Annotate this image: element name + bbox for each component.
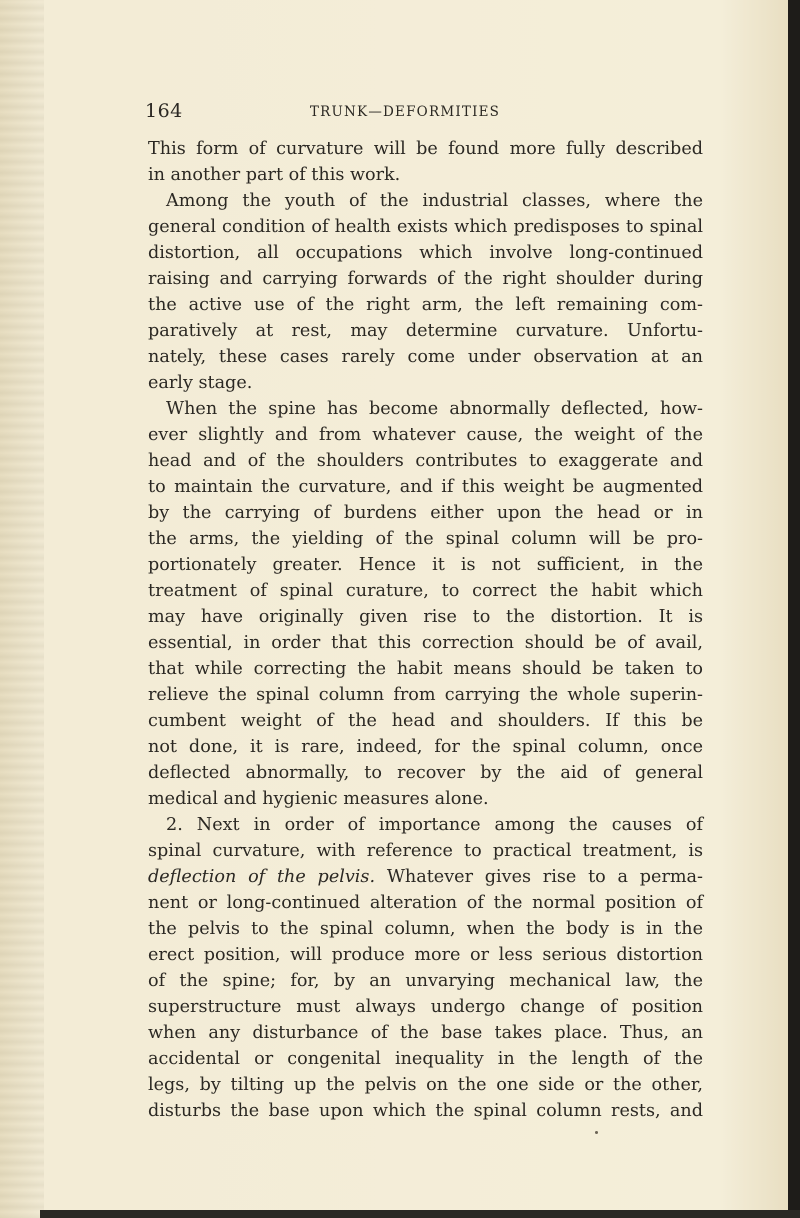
- text-line: [148, 734, 703, 760]
- page-number: 164: [145, 100, 183, 122]
- text-line: [148, 864, 703, 890]
- paragraphs-bottom: [148, 890, 703, 1124]
- text-line: [148, 630, 703, 656]
- line-text: distortion, all occupations which involve long-continued: [148, 243, 703, 263]
- text-line: [148, 916, 703, 942]
- text-line: [148, 682, 703, 708]
- line-text: general condition of health exists which predisposes to spinal: [148, 217, 703, 237]
- italic-term: deflection of the pelvis.: [148, 867, 376, 887]
- line-text: Whatever gives rise to a perma-: [375, 867, 703, 887]
- text-line: [148, 136, 703, 162]
- text-line: [148, 552, 703, 578]
- text-line: [148, 1020, 703, 1046]
- body-text: [148, 136, 703, 1124]
- text-line: [148, 578, 703, 604]
- text-line: [148, 396, 703, 422]
- text-line: [148, 214, 703, 240]
- line-text: disturbs the base upon which the spinal column rests, and: [148, 1101, 703, 1121]
- text-line: [148, 1046, 703, 1072]
- text-line: [148, 994, 703, 1020]
- line-text: the pelvis to the spinal column, when the body is in the: [148, 919, 703, 939]
- line-text: superstructure must always undergo change of position: [148, 997, 703, 1017]
- text-line: [148, 890, 703, 916]
- line-text: accidental or congenital inequality in the length of the: [148, 1049, 703, 1069]
- line-text: raising and carrying forwards of the right shoulder during: [148, 269, 703, 289]
- line-text: portionately greater. Hence it is not sufficient, in the: [148, 555, 703, 575]
- line-text: the active use of the right arm, the left remaining com-: [148, 295, 703, 315]
- page-gutter: [0, 0, 44, 1218]
- text-line: [148, 240, 703, 266]
- text-line: [148, 1072, 703, 1098]
- text-line: [148, 266, 703, 292]
- paper-speck: [595, 1131, 598, 1134]
- text-line: [148, 760, 703, 786]
- line-text: paratively at rest, may determine curvature. Unfortu-: [148, 321, 703, 341]
- line-text: Among the youth of the industrial classes, where the: [166, 191, 703, 211]
- line-text: essential, in order that this correction should be of avail,: [148, 633, 703, 653]
- line-text: may have originally given rise to the distortion. It is: [148, 607, 703, 627]
- text-line: [148, 474, 703, 500]
- text-line: [148, 500, 703, 526]
- page-bottom-edge: [40, 1210, 800, 1218]
- line-text: relieve the spinal column from carrying the whole superin-: [148, 685, 703, 705]
- line-text: head and of the shoulders contributes to exaggerate and: [148, 451, 703, 471]
- text-line: [148, 162, 703, 188]
- text-line: [148, 968, 703, 994]
- text-line: [148, 422, 703, 448]
- line-text: nent or long-continued alteration of the normal position of: [148, 893, 703, 913]
- line-text: not done, it is rare, indeed, for the spinal column, once: [148, 737, 703, 757]
- line-text: nately, these cases rarely come under observation at an: [148, 347, 703, 367]
- line-text: ever slightly and from whatever cause, the weight of the: [148, 425, 703, 445]
- text-line: [148, 812, 703, 838]
- line-text: legs, by tilting up the pelvis on the one side or the other,: [148, 1075, 703, 1095]
- text-line: [148, 838, 703, 864]
- text-line: [148, 604, 703, 630]
- line-text: This form of curvature will be found more fully described: [148, 139, 703, 159]
- line-text: the arms, the yielding of the spinal column will be pro-: [148, 529, 703, 549]
- line-text: spinal curvature, with reference to practical treatment, is: [148, 841, 703, 861]
- text-line: [148, 526, 703, 552]
- paragraphs-top: [148, 136, 703, 812]
- line-text: medical and hygienic measures alone.: [148, 789, 489, 809]
- text-line: [148, 188, 703, 214]
- page-header: [145, 100, 665, 126]
- text-line: [148, 318, 703, 344]
- text-line: [148, 786, 703, 812]
- line-text: when any disturbance of the base takes place. Thus, an: [148, 1023, 703, 1043]
- line-text: treatment of spinal curature, to correct the habit which: [148, 581, 703, 601]
- line-text: by the carrying of burdens either upon the head or in: [148, 503, 703, 523]
- line-text: early stage.: [148, 373, 253, 393]
- line-text: to maintain the curvature, and if this weight be augmented: [148, 477, 703, 497]
- running-head: TRUNK—DEFORMITIES: [309, 104, 501, 120]
- text-line: [148, 448, 703, 474]
- text-line: [148, 708, 703, 734]
- line-text: 2. Next in order of importance among the causes of: [166, 815, 703, 835]
- text-line: [148, 292, 703, 318]
- text-line: [148, 344, 703, 370]
- text-line: [148, 656, 703, 682]
- line-text: When the spine has become abnormally deflected, how-: [166, 399, 703, 419]
- line-text: of the spine; for, by an unvarying mechanical law, the: [148, 971, 703, 991]
- line-text: erect position, will produce more or less serious distortion: [148, 945, 703, 965]
- text-line: [148, 942, 703, 968]
- line-text: in another part of this work.: [148, 165, 401, 185]
- text-line: [148, 370, 703, 396]
- line-text: that while correcting the habit means should be taken to: [148, 659, 703, 679]
- line-text: deflected abnormally, to recover by the aid of general: [148, 763, 703, 783]
- page-edge: [788, 0, 800, 1218]
- text-line: [148, 1098, 703, 1124]
- line-text: cumbent weight of the head and shoulders. If this be: [148, 711, 703, 731]
